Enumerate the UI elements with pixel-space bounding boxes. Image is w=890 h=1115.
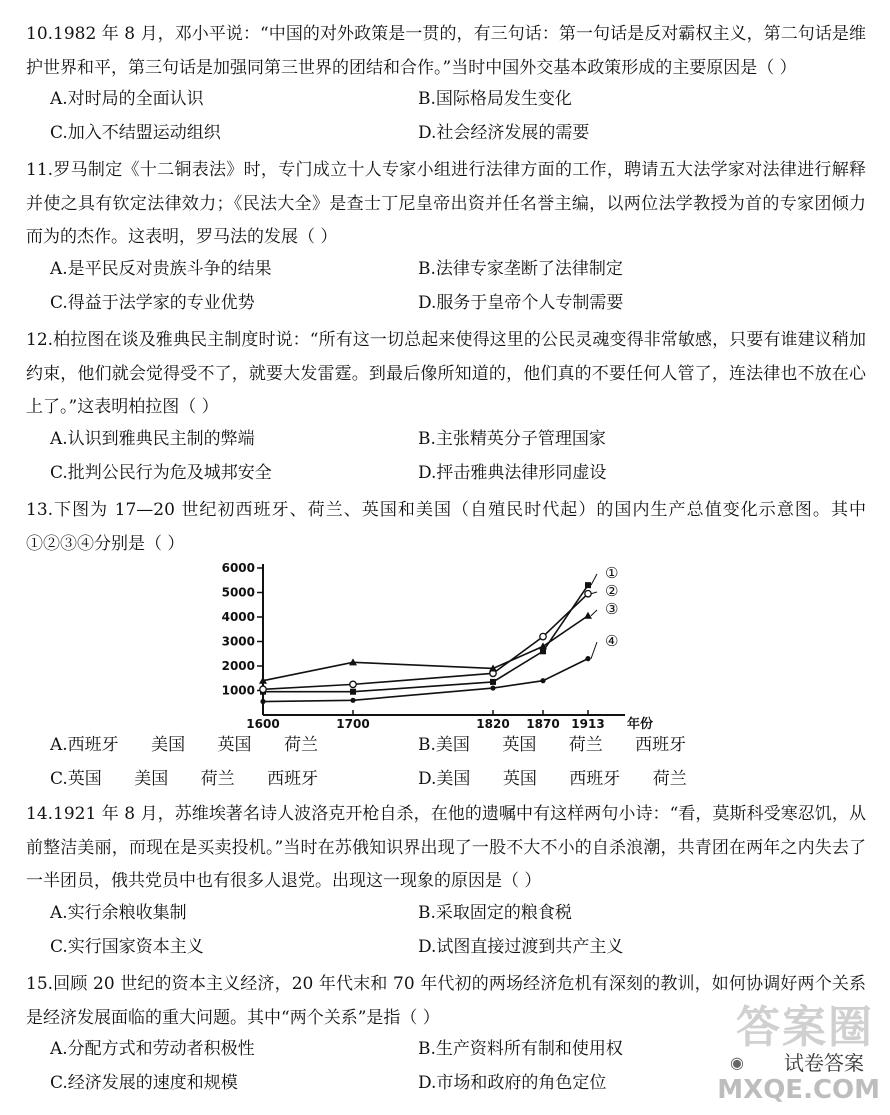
option-d[interactable]: D.服务于皇帝个人专制需要 [418, 293, 624, 313]
option-d[interactable]: D.抨击雅典法律形同虚设 [418, 463, 607, 483]
option-a[interactable]: A.实行余粮收集制 [50, 903, 187, 923]
data-point [585, 591, 591, 597]
y-tick-label: 2000 [221, 659, 255, 673]
y-tick-label: 4000 [221, 610, 255, 624]
question-13-options [26, 730, 866, 798]
question-15-options [26, 1034, 866, 1102]
data-point [540, 678, 545, 683]
option-b[interactable]: B.生产资料所有制和使用权 [418, 1039, 623, 1059]
x-tick-label: 1820 [476, 717, 510, 731]
option-a[interactable]: A.对时局的全面认识 [50, 89, 204, 109]
x-tick-label: 1870 [526, 717, 560, 731]
question-11 [26, 154, 866, 255]
question-15 [26, 968, 866, 1035]
question-stem: 15.回顾 20 世纪的资本主义经济，20 年代末和 70 年代初的两场经济危机有深刻的教训，如何协调好两个关系是经济发展面临的重大问题。其中“两个关系”是指（ ） [26, 974, 866, 1028]
data-point [490, 685, 495, 690]
option-c[interactable]: C.英国 美国 荷兰 西班牙 [50, 769, 319, 789]
option-c[interactable]: C.实行国家资本主义 [50, 937, 204, 957]
question-stem: 12.柏拉图在谈及雅典民主制度时说：“所有这一切总起来使得这里的公民灵魂变得非常敏感，只要有谁建议稍加约束，他们就会觉得受不了，就要大发雷霆。到最后像所知道的，他们真的不要任何人管了，连法律也不放在心上了。”这表明柏拉图（ ） [26, 330, 866, 417]
option-a[interactable]: A.分配方式和劳动者积极性 [50, 1039, 255, 1059]
y-tick-label: 6000 [221, 561, 255, 575]
leader-line [591, 642, 597, 659]
option-c[interactable]: C.经济发展的速度和规模 [50, 1073, 238, 1093]
option-a[interactable]: A.西班牙 美国 英国 荷兰 [50, 735, 318, 755]
data-point [490, 679, 496, 685]
question-12 [26, 324, 866, 425]
series-label: ① [605, 564, 619, 582]
question-stem: 13.下图为 17—20 世纪初西班牙、荷兰、英国和美国（自殖民时代起）的国内生产总值变化示意图。其中①②③④分别是（ ） [26, 500, 866, 554]
option-d[interactable]: D.试图直接过渡到共产主义 [418, 937, 624, 957]
option-b[interactable]: B.国际格局发生变化 [418, 89, 572, 109]
data-point [585, 582, 591, 588]
data-point [585, 656, 590, 661]
option-d[interactable]: D.美国 英国 西班牙 荷兰 [418, 769, 687, 789]
question-13 [26, 494, 866, 561]
x-tick-label: 1600 [246, 717, 280, 731]
y-tick-label: 1000 [221, 683, 255, 698]
x-axis-label: 年份 [627, 717, 654, 732]
x-tick-label: 1700 [336, 717, 370, 731]
wechat-icon: ◉ [730, 1053, 744, 1072]
option-a[interactable]: A.是平民反对贵族斗争的结果 [50, 259, 272, 279]
gdp-line-chart [205, 560, 675, 732]
question-10-options [26, 84, 866, 152]
watermark-logo-text: 答案圈 [736, 1002, 874, 1053]
watermark-url: MXQE.COM [717, 1075, 880, 1105]
series-line [263, 594, 588, 690]
question-12-options [26, 424, 866, 492]
data-point [260, 686, 266, 692]
question-14 [26, 798, 866, 899]
data-point [540, 633, 546, 639]
option-d[interactable]: D.社会经济发展的需要 [418, 123, 590, 143]
y-tick-label: 3000 [221, 634, 255, 649]
option-b[interactable]: B.法律专家垄断了法律制定 [418, 259, 623, 279]
x-tick-label: 1913 [571, 717, 605, 731]
question-14-options [26, 898, 866, 966]
option-b[interactable]: B.采取固定的粮食税 [418, 903, 572, 923]
data-point [350, 689, 356, 695]
leader-line [591, 610, 597, 616]
series-line [263, 616, 588, 681]
series-label: ② [605, 582, 619, 600]
option-b[interactable]: B.美国 英国 荷兰 西班牙 [418, 735, 687, 755]
option-d[interactable]: D.市场和政府的角色定位 [418, 1073, 607, 1093]
question-stem: 10.1982 年 8 月，邓小平说：“中国的对外政策是一贯的，有三句话：第一句话是反对霸权主义，第二句话是维护世界和平，第三句话是加强同第三世界的团结和合作。”当时中国外交基本政策形成的主要原因是（ ） [26, 24, 866, 78]
question-stem: 11.罗马制定《十二铜表法》时，专门成立十人专家小组进行法律方面的工作，聘请五大法学家对法律进行解释并使之具有钦定法律效力；《民法大全》是查士丁尼皇帝出资并任名誉主编，以两位法学教授为首的专家团倾力而为的杰作。这表明，罗马法的发展（ ） [26, 160, 866, 247]
option-c[interactable]: C.得益于法学家的专业优势 [50, 293, 255, 313]
option-c[interactable]: C.批判公民行为危及城邦安全 [50, 463, 272, 483]
option-c[interactable]: C.加入不结盟运动组织 [50, 123, 221, 143]
series-label: ③ [605, 600, 619, 618]
data-point [260, 699, 265, 704]
question-10 [26, 18, 866, 85]
watermark-subtitle: 试卷答案 [784, 1051, 864, 1075]
leader-line [591, 592, 597, 594]
series-label: ④ [605, 632, 619, 650]
option-a[interactable]: A.认识到雅典民主制的弊端 [50, 429, 255, 449]
leader-line [591, 574, 597, 585]
option-b[interactable]: B.主张精英分子管理国家 [418, 429, 606, 449]
question-11-options [26, 254, 866, 322]
question-stem: 14.1921 年 8 月，苏维埃著名诗人波洛克开枪自杀，在他的遗嘱中有这样两句小诗：“看，莫斯科受寒忍饥，从前整洁美丽，而现在是买卖投机。”当时在苏俄知识界出现了一股不大不小的自杀浪潮，共青团在两年之内失去了一半团员，俄共党员中也有很多人退党。出现这一现象的原因是（ ） [26, 804, 866, 891]
data-point [350, 681, 356, 687]
y-tick-label: 5000 [221, 585, 255, 600]
data-point [350, 698, 355, 703]
